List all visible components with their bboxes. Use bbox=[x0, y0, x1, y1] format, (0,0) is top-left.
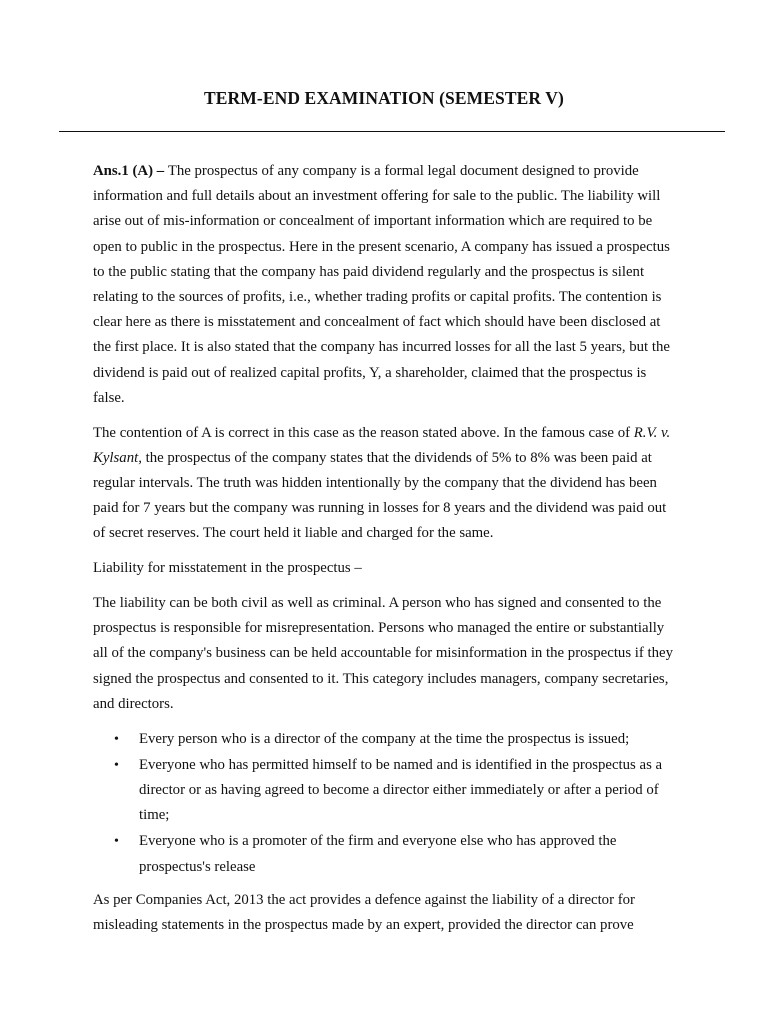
case-rest-text: the prospectus of the company states that the dividends of 5% to 8% was been paid at regular intervals. The truth was hidden intentionally by the company that the dividend has been paid for 7 years but the company was running in losses for 8 years and the dividend was paid out of secret reserves. The court held it liable and charged for the same. bbox=[93, 449, 667, 542]
answer-dash: – bbox=[153, 163, 168, 179]
liability-heading: Liability for misstatement in the prospectus – bbox=[93, 560, 362, 577]
liability-bullet-list bbox=[93, 727, 678, 880]
case-lead-text: The contention of A is correct in this case as the reason stated above. In the famous case of bbox=[93, 424, 634, 441]
title-divider bbox=[59, 131, 725, 132]
answer-label: Ans.1 (A) bbox=[93, 163, 154, 179]
list-item-text: Everyone who is a promoter of the firm and everyone else who has approved the prospectus's release bbox=[139, 833, 617, 875]
case-paragraph bbox=[93, 421, 678, 547]
bullet-icon: • bbox=[114, 757, 119, 773]
list-item bbox=[93, 753, 678, 829]
bullet-icon: • bbox=[114, 731, 119, 747]
list-item-text: Everyone who has permitted himself to be named and is identified in the prospectus as a director or as having agreed to become a director either immediately or after a period of time; bbox=[139, 756, 663, 824]
case-name: R.V. v. Kylsant, bbox=[93, 424, 671, 466]
answer-intro-text: The prospectus of any company is a formal legal document designed to provide information and full details about an investment offering for sale to the public. The liability will arise out of mis-information or concealment of important information which are required to be open to public in the prospectus. Here in the present scenario, A company has issued a prospectus to the public stating that the company has paid dividend regularly and the prospectus is silent relating to the sources of profits, i.e., whether trading profits or capital profits. The contention is clear here as there is misstatement and concealment of fact which should have been disclosed at the first place. It is also stated that the company has incurred losses for all the last 5 years, but the dividend is paid out of realized capital profits, Y, a shareholder, claimed that the prospectus is false. bbox=[93, 163, 670, 406]
list-item bbox=[93, 829, 678, 879]
bullet-icon: • bbox=[114, 834, 119, 850]
list-item-text: Every person who is a director of the company at the time the prospectus is issued; bbox=[139, 730, 630, 747]
document-body bbox=[93, 159, 678, 948]
liability-paragraph: The liability can be both civil as well as criminal. A person who has signed and consented to the prospectus is responsible for misrepresentation. Persons who managed the entire or substantially all of the company's business can be held accountable for misinformation in the prospectus if they signed the prospectus and consented to it. This category includes managers, company secretaries, and directors. bbox=[93, 595, 673, 712]
defence-paragraph: As per Companies Act, 2013 the act provides a defence against the liability of a director for misleading statements in the prospectus made by an expert, provided the director can prove bbox=[93, 891, 635, 934]
list-item bbox=[93, 727, 678, 752]
page-title: TERM-END EXAMINATION (SEMESTER V) bbox=[204, 88, 564, 108]
answer-paragraph bbox=[93, 159, 678, 411]
